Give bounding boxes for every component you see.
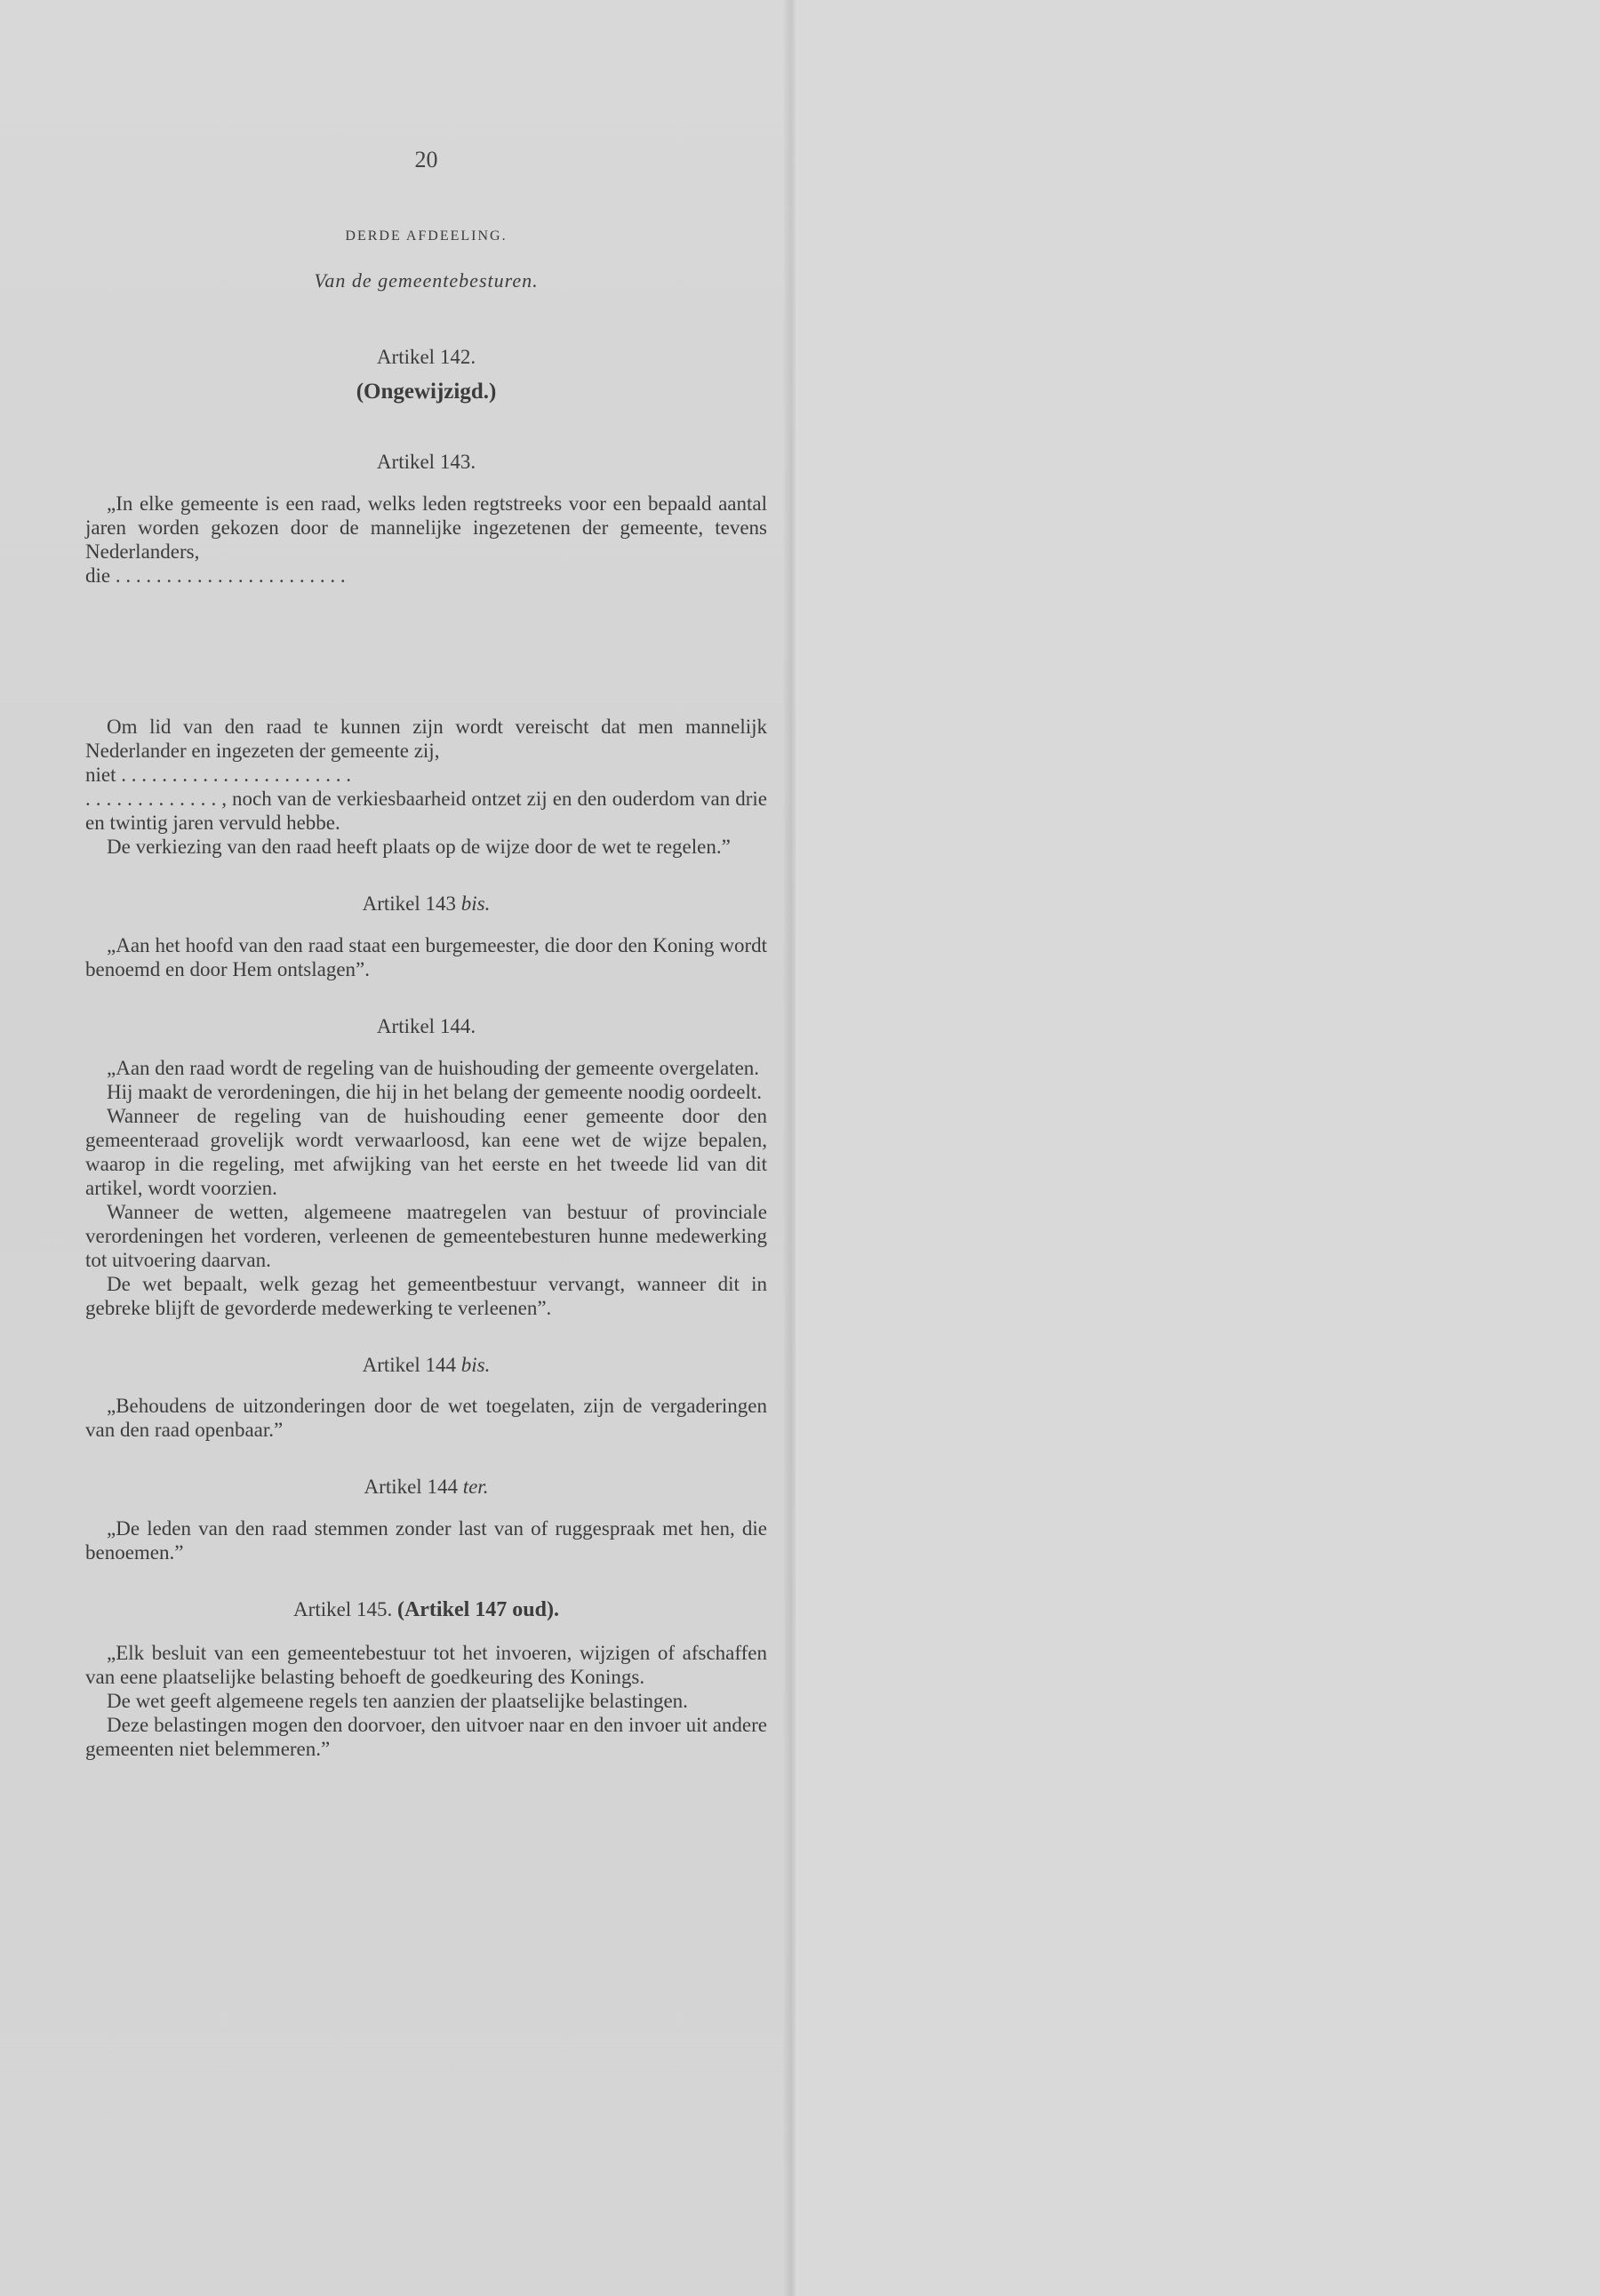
article-144-heading: Artikel 144. <box>376 1014 476 1037</box>
article-143-bis-heading-suffix: bis. <box>460 892 491 915</box>
article-142 <box>85 344 767 404</box>
article-143-paragraph-3: Om lid van den raad te kunnen zijn wordt vereischt dat men mannelijk Nederlander en ingezeten der gemeente zij, <box>85 715 767 762</box>
page-content <box>85 147 767 1761</box>
article-145-paragraph-2: De wet geeft algemeene regels ten aanzien der plaatselijke belastingen. <box>107 1689 688 1712</box>
article-143-paragraph-4: niet . . . . . . . . . . . . . . . . . . . . . . . <box>85 763 351 786</box>
article-143 <box>85 449 767 859</box>
article-143-bis <box>85 891 767 981</box>
article-144-paragraph-5: De wet bepaalt, welk gezag het gemeentbestuur vervangt, wanneer dit in gebreke blijft de gevorderde medewerking te verleenen”. <box>85 1272 767 1319</box>
article-145 <box>85 1596 767 1760</box>
article-143-heading: Artikel 143. <box>376 450 476 473</box>
article-144-paragraph-2: Hij maakt de verordeningen, die hij in het belang der gemeente noodig oordeelt. <box>107 1080 763 1103</box>
article-143-paragraph-2: die . . . . . . . . . . . . . . . . . . . . . . . <box>85 564 346 587</box>
article-144-bis-heading-suffix: bis. <box>460 1353 491 1376</box>
article-144-ter <box>85 1474 767 1564</box>
book-gutter <box>784 0 798 2296</box>
article-144-ter-heading-text: Artikel 144 <box>364 1476 458 1499</box>
article-144-bis-heading <box>85 1352 767 1379</box>
article-143-paragraph-6: De verkiezing van den raad heeft plaats op de wijze door de wet te regelen.” <box>107 835 731 858</box>
article-142-heading: Artikel 142. <box>376 346 476 368</box>
article-143-paragraph-5: . . . . . . . . . . . . . , noch van de verkiesbaarheid ontzet zij en den ouderdom van drie en twintig jaren vervuld hebbe. <box>85 787 767 834</box>
article-144 <box>85 1013 767 1320</box>
right-page-blank <box>798 0 1600 2296</box>
article-144-bis-heading-text: Artikel 144 <box>362 1353 457 1376</box>
article-145-heading-bold: (Artikel 147 oud). <box>396 1598 559 1622</box>
article-145-heading <box>85 1596 767 1624</box>
article-143-bis-paragraph-1: „Aan het hoofd van den raad staat een burgemeester, die door den Koning wordt benoemd en door Hem ontslagen”. <box>85 933 767 980</box>
article-143-bis-heading-text: Artikel 143 <box>362 892 457 915</box>
article-144-paragraph-4: Wanneer de wetten, algemeene maatregelen van bestuur of provinciale verordeningen het vorderen, verleenen de gemeentebesturen hunne medewerking tot uitvoering daarvan. <box>85 1200 767 1271</box>
section-title: DERDE AFDEELING. <box>345 228 508 244</box>
section-subtitle: Van de gemeentebesturen. <box>314 269 539 292</box>
article-144-ter-paragraph-1: „De leden van den raad stemmen zonder last van of ruggespraak met hen, die benoemen.” <box>85 1517 767 1564</box>
article-144-bis <box>85 1352 767 1443</box>
article-143-gap <box>85 588 767 715</box>
article-145-paragraph-1: „Elk besluit van een gemeentebestuur tot het invoeren, wijzigen of afschaffen van eene plaatselijke belasting behoeft de goedkeuring des Konings. <box>85 1641 767 1688</box>
article-144-paragraph-1: „Aan den raad wordt de regeling van de huishouding der gemeente overgelaten. <box>107 1056 760 1079</box>
article-143-paragraph-1: „In elke gemeente is een raad, welks leden regtstreeks voor een bepaald aantal jaren worden gekozen door de mannelijke ingezetenen der gemeente, tevens Nederlanders, <box>85 492 767 563</box>
article-144-ter-heading-suffix: ter. <box>462 1476 489 1499</box>
page-number: 20 <box>414 147 438 172</box>
article-144-paragraph-3: Wanneer de regeling van de huishouding eener gemeente door den gemeenteraad grovelijk wordt verwaarloosd, kan eene wet de wijze bepalen, waarop in die regeling, met afwijking van het eerste en het tweede lid van dit artikel, wordt voorzien. <box>85 1104 767 1199</box>
article-144-bis-paragraph-1: „Behoudens de uitzonderingen door de wet toegelaten, zijn de vergaderingen van den raad openbaar.” <box>85 1395 767 1442</box>
article-145-paragraph-3: Deze belastingen mogen den doorvoer, den uitvoer naar en den invoer uit andere gemeenten niet belemmeren.” <box>85 1713 767 1760</box>
article-142-note: (Ongewijzigd.) <box>356 379 497 404</box>
article-143-bis-heading <box>85 891 767 917</box>
article-145-heading-text: Artikel 145. <box>293 1598 393 1621</box>
article-144-ter-heading <box>85 1474 767 1500</box>
